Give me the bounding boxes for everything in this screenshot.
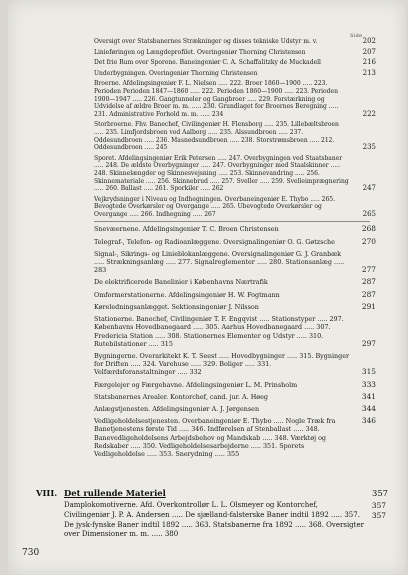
toc-entry [94,37,376,46]
toc-entry-text: Underbygningen. Overingeniør Thorning Christensen [94,69,258,77]
toc-entry [94,277,376,287]
toc-entry [94,249,376,275]
toc-entry-text: Storbroerne. Fhv. Banechef, Civilingeniør H. Flensborg ..... 235. Lillebæltsbroen ..... 235. Limfjordsbroen ved Aalborg ..... 235. Alssundbroen ..... 237. Oddesundbroen ..... 236. Masnedsundbroen ..... 238. Storstrømsbroen ..... 212. Oddesundbroen ..... 245 [94,121,339,152]
toc-entry-text: Omformerstationerne. Afdelingsingeniør H. W. Fogtmann [94,290,280,299]
toc-entry [94,47,376,57]
toc-entry-text: Telegraf-, Telefon- og Radioanlæggene. Oversignalingeniør O. G. Gøtzsche [94,237,335,246]
toc-entry-page: 333 [361,379,376,389]
subsection-entry [64,501,386,540]
toc-entry-text: Bygningerne. Overarkitekt K. T. Seest ..... Hovedbygninger ..... 315. Bygninger for Driften ..... 324. Varehuse ..... 329. Boliger ..... 331. Velfærdsforanstaltninger ..... 332 [94,351,350,377]
toc-entry-page: 315 [361,367,376,377]
page-number: 730 [22,548,40,558]
side-column-label: Side [350,33,363,39]
toc-entry [94,221,376,234]
toc-entry [94,195,376,219]
toc-entry-page: 346 [361,416,376,426]
toc-entry-text: Vedligeholdelsestjenesten. Overbaneingeniør E. Thybo ..... Nogle Træk fra Banetjenestens første Tid ..... 346. Indførelsen af Stenballast ..... 348. Banevedligeholdelsens Arbejdsbehov og Mandskab ..... 348. Værktøj og Redskaber ..... 350. Vedligeholdelsesarbejderne ..... 351. Sporets Vedligeholdelse ..... 353. Snerydning ..... 355 [94,417,336,458]
toc-entry-page: 270 [361,236,376,246]
toc-entry-page: 216 [362,58,376,67]
toc-entry-page: 222 [362,109,376,118]
toc-entry-page: 207 [362,47,376,56]
section-title: Det rullende Materiel [64,488,166,498]
toc-entry-page: 287 [361,277,376,287]
toc-entry-text: Linieføringen og Længdeprofilet. Overingeniør Thorning Christensen [94,48,306,56]
toc-entry-text: Statsbanernes Arealer. Kontorchef, cand. jur. A. Høeg [94,392,269,401]
toc-entry-text: Færgelejer og Færgehavne. Afdelingsingeniør L. M. Prinsholm [94,380,298,389]
toc-entry-page: 344 [361,403,376,413]
toc-entry-text: Broerne. Afdelingsingeniør F. L. Nielsen ..... 222. Broer 1860—1900 ..... 223. Perioden Perioden 1847—1860 ..... 222. Perioden 1860—1900 ..... 223. Perioden 1900—1947 ..... 226. Gangtunneler og Gangbroer ..... 229. Forstærkning og Udvidelse af ældre Broer m. m. ..... 230. Grundlaget for Broernes Beregning ..... 231. Administrative Forhold m. m. ..... 234 [94,80,339,118]
toc-entry-text: Det frie Rum over Sporene. Baneingeniør C. A. Schaffalitzky de Muckadell [94,59,321,67]
toc-entry-page: 213 [362,68,376,77]
toc-entry [94,301,376,311]
toc-entry-text: Vejkrydsninger i Niveau og Indhegningen. Overbaneingeniør E. Thybo ..... 265. Bevogtede Overkørsler og Overgange ..... 265. Ubevogtede Overkørsler og Overgange ..... 266. Indhegning ..... 267 [94,195,336,218]
toc-entry [94,154,376,193]
toc-entry [94,315,376,348]
toc-entry [94,379,376,389]
toc-entry [94,289,376,299]
table-of-contents [94,37,376,462]
toc-entry-page: 287 [361,289,376,299]
toc-entry-page: 247 [362,184,376,193]
toc-entry-text: Oversigt over Statsbanernes Strækninger og disses tekniske Udstyr m. v. [94,38,318,45]
section-page: 357 [372,488,388,498]
section-number: VIII. [36,488,58,498]
toc-entry-text: De elektrificerede Banelinier i Københavns Nærtrafik [94,278,268,287]
toc-entry-text: Snevæernene. Afdelingsingeniør T. C. Broen Christensen [94,225,279,234]
toc-entry [94,58,376,67]
toc-entry-page: 268 [361,224,376,234]
book-page [8,0,406,575]
toc-entry-page: 341 [361,391,376,401]
toc-entry-page: 291 [361,301,376,311]
subsection-page-2: 357 [371,511,386,520]
toc-entry [94,391,376,401]
toc-entry [94,351,376,377]
subsection-page-1: 357 [371,501,386,510]
toc-entry-page: 265 [362,209,376,218]
toc-entry-text: Køreledningsanlægget. Sektionsingeniør J. Nilsson [94,302,259,311]
toc-entry [94,416,376,458]
toc-entry-page: 277 [361,265,376,275]
toc-entry [94,68,376,78]
toc-entry [94,121,376,152]
toc-entry-text: Stationerne. Banechef, Civilingeniør T. F. Engqvist ..... Stationstyper ..... 297. Københavns Hovedbanegaard ..... 305. Aarhus Hovedbanegaard ..... 307. Fredericia Station ..... 308. Stationernes Elementer og Udstyr ..... 310. Rutebilstationer ..... 315 [94,315,344,348]
subsection-text: Damplokomotiverne. Afd. Overkontrollør L. L. Olsmeyer og Kontorchef, Civilingeniør J. P. A. Andersen ..... De sjælland-falsterske Baner indtil 1892 ..... 357. De jysk-fynske Baner indtil 1892 ..... 363. Statsbanerne fra 1892 ..... 368. Oversigter over Dimensioner m. m. ..... 380 [64,501,364,539]
toc-entry-text: Signal-, Sikrings- og Linieblokanlæggene. Oversignalingeniør G. J. Granbæk ..... Strækningsanlæg ..... 277. Signalreglementer ..... 280. Stationsanlæg ..... 283 [94,249,345,275]
toc-entry [94,236,376,246]
toc-entry-page: 235 [362,143,376,152]
toc-entry-text: Sporet. Afdelingsingeniør Erik Petersen ..... 247. Overbygningen ved Staatsbaner ..... 248. De ældste Overbygninger ..... 247. Overbygninger med Staalskinner ..... 248. Skinnelængder og Skinnesvejsning ..... 253. Skinnevandring ..... 256. Skinnemateriale ..... 256. Skinnebrud ..... 257. Sveller ..... 259. Svelleimprægnering ..... 260. Ballast ..... 261. Sporkiler ..... 262 [94,154,349,193]
toc-entry [94,80,376,118]
toc-entry [94,403,376,413]
toc-entry-text: Anlægstjenesten. Afdelingsingeniør A. J. Jørgensen [94,404,260,413]
toc-entry-page: 202 [362,37,376,45]
toc-entry-page: 297 [361,338,376,348]
